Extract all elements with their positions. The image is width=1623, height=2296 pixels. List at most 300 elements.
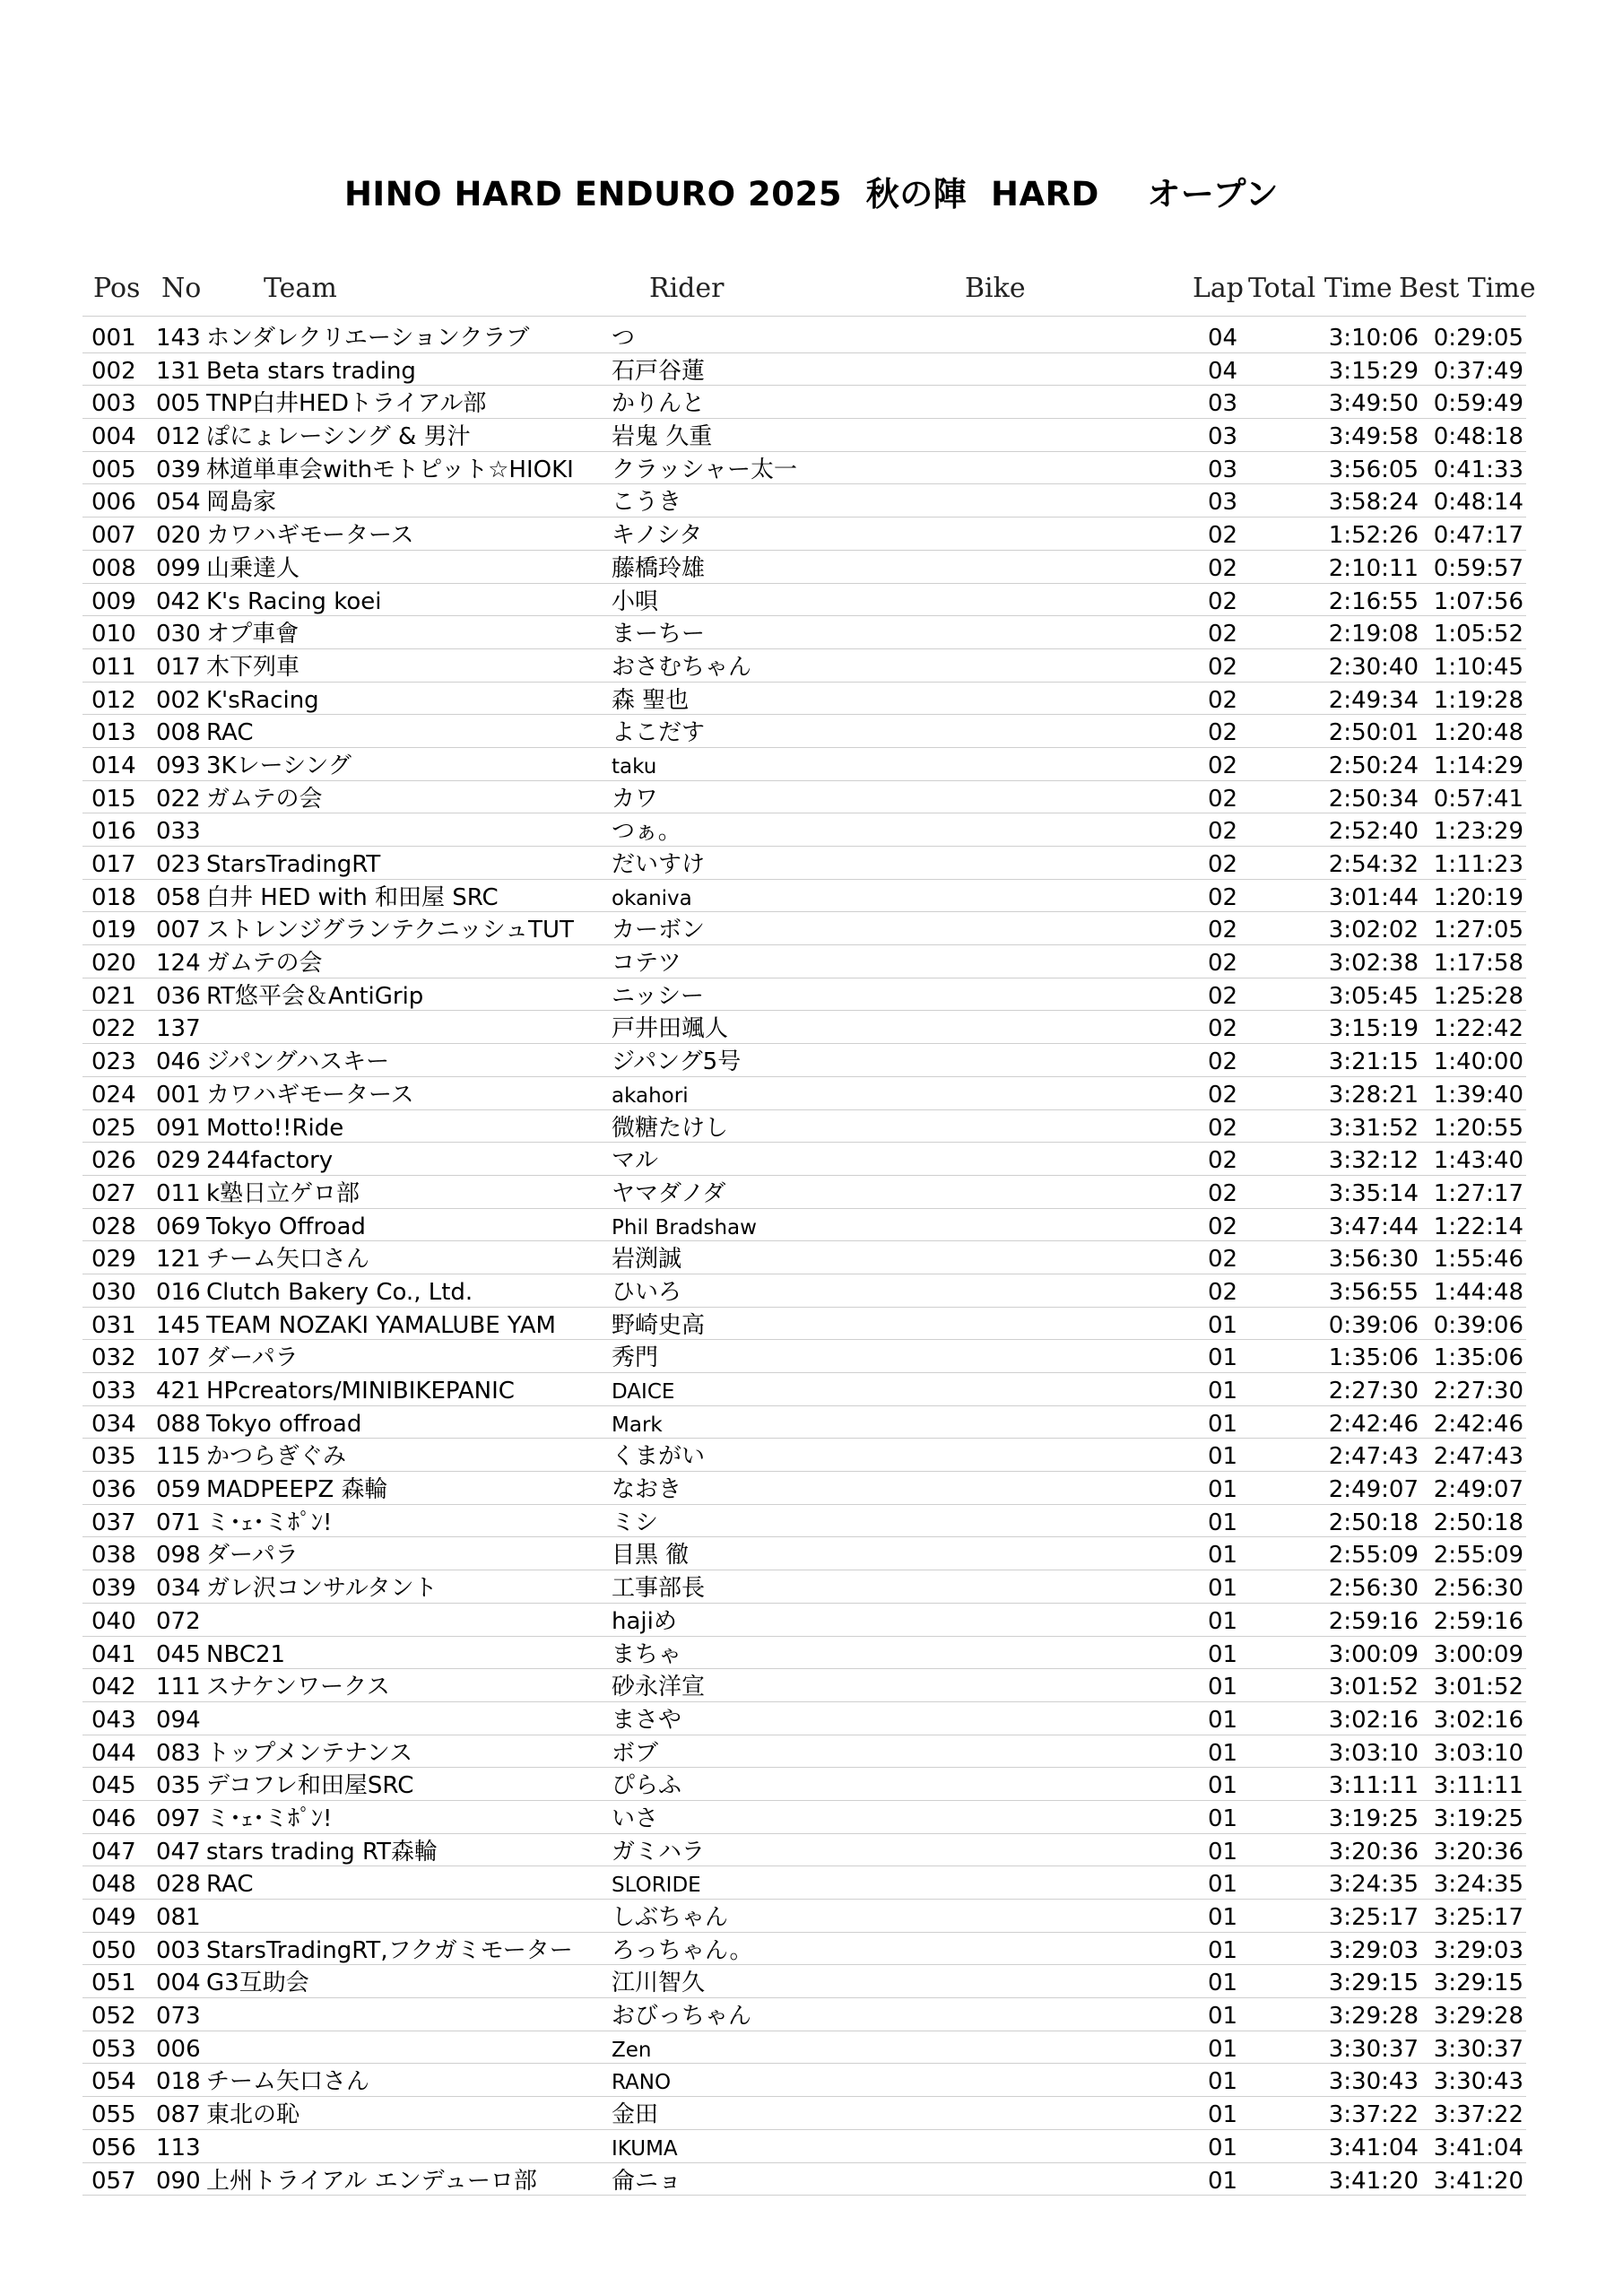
cell-pos: 018 [91, 883, 136, 911]
cell-total-time: 3:30:43 [1328, 2068, 1419, 2096]
cell-pos: 026 [91, 1147, 136, 1175]
table-row [82, 584, 1526, 617]
cell-total-time: 2:16:55 [1328, 587, 1419, 615]
cell-pos: 050 [91, 1936, 136, 1964]
cell-rider: RANO [612, 2071, 672, 2095]
cell-lap: 01 [1208, 1607, 1238, 1635]
cell-team: K'sRacing [206, 687, 319, 713]
cell-rider: 岩鬼 久重 [612, 423, 713, 451]
cell-total-time: 2:50:34 [1328, 785, 1419, 813]
cell-team: RT悠平会＆AntiGrip [206, 983, 424, 1009]
cell-best-time: 1:44:48 [1433, 1278, 1523, 1306]
cell-no: 001 [156, 1081, 201, 1109]
cell-team: 山乗達人 [206, 555, 300, 581]
cell-pos: 036 [91, 1476, 136, 1504]
table-row [82, 912, 1526, 945]
cell-best-time: 1:10:45 [1433, 653, 1523, 681]
cell-team: RAC [206, 720, 254, 746]
cell-rider: 金田 [612, 2101, 659, 2129]
table-row [82, 1308, 1526, 1341]
cell-total-time: 3:30:37 [1328, 2035, 1419, 2063]
table-row [82, 1340, 1526, 1373]
cell-team: Beta stars trading [206, 358, 416, 384]
cell-pos: 019 [91, 917, 136, 944]
cell-rider: 戸井田颯人 [612, 1015, 729, 1043]
cell-total-time: 2:50:24 [1328, 752, 1419, 779]
cell-total-time: 2:27:30 [1328, 1378, 1419, 1405]
cell-best-time: 0:47:17 [1433, 522, 1523, 550]
cell-team: 林道単車会withモトピット☆HIOKI [206, 457, 574, 483]
table-row [82, 1505, 1526, 1538]
cell-rider: 目黒 徹 [612, 1542, 690, 1570]
cell-best-time: 1:39:40 [1433, 1081, 1523, 1109]
cell-no: 030 [156, 621, 201, 648]
cell-lap: 02 [1208, 686, 1238, 714]
cell-rider: Phil Bradshaw [612, 1215, 757, 1239]
cell-best-time: 3:29:15 [1433, 1970, 1523, 1997]
cell-team: StarsTradingRT,フクガミモーター [206, 1937, 573, 1963]
cell-lap: 02 [1208, 1179, 1238, 1207]
cell-no: 008 [156, 719, 201, 747]
cell-rider: 野崎史高 [612, 1311, 706, 1339]
cell-total-time: 3:25:17 [1328, 1904, 1419, 1931]
cell-pos: 053 [91, 2035, 136, 2063]
table-row [82, 1900, 1526, 1933]
cell-rider: まちゃ [612, 1640, 682, 1668]
cell-rider: akahori [612, 1083, 689, 1108]
cell-pos: 041 [91, 1640, 136, 1668]
cell-lap: 02 [1208, 621, 1238, 648]
header-no: No [161, 273, 202, 304]
cell-rider: 石戸谷蓮 [612, 357, 706, 385]
cell-team: Tokyo offroad [206, 1411, 362, 1437]
table-row [82, 1669, 1526, 1702]
cell-best-time: 1:23:29 [1433, 818, 1523, 846]
cell-team: チーム矢口さん [206, 1247, 370, 1273]
table-row [82, 1768, 1526, 1801]
cell-pos: 012 [91, 686, 136, 714]
cell-no: 143 [156, 325, 201, 352]
header-bike: Bike [965, 273, 1026, 304]
table-row [82, 353, 1526, 387]
cell-no: 023 [156, 851, 201, 878]
cell-pos: 023 [91, 1048, 136, 1076]
cell-no: 131 [156, 357, 201, 385]
table-row [82, 1965, 1526, 1998]
cell-best-time: 1:19:28 [1433, 686, 1523, 714]
cell-team: HPcreators/MINIBIKEPANIC [206, 1378, 515, 1404]
cell-rider: Mark [612, 1413, 663, 1437]
cell-pos: 033 [91, 1378, 136, 1405]
table-row [82, 978, 1526, 1012]
cell-pos: 052 [91, 2003, 136, 2031]
table-row [82, 551, 1526, 584]
cell-lap: 01 [1208, 1674, 1238, 1701]
cell-total-time: 3:29:28 [1328, 2003, 1419, 2031]
cell-lap: 01 [1208, 1378, 1238, 1405]
cell-pos: 044 [91, 1739, 136, 1767]
cell-rider: 藤橋玲雄 [612, 554, 706, 582]
cell-rider: DAICE [612, 1380, 675, 1404]
cell-pos: 011 [91, 653, 136, 681]
cell-no: 042 [156, 587, 201, 615]
cell-no: 054 [156, 489, 201, 517]
cell-total-time: 3:03:10 [1328, 1739, 1419, 1767]
cell-rider: ガミハラ [612, 1838, 706, 1866]
cell-no: 003 [156, 1936, 201, 1964]
cell-rider: 岩渕誠 [612, 1246, 682, 1274]
cell-rider: 砂永洋宣 [612, 1674, 706, 1701]
cell-team: 白井 HED with 和田屋 SRC [206, 884, 499, 910]
header-divider [82, 316, 1526, 317]
cell-pos: 025 [91, 1114, 136, 1142]
cell-lap: 01 [1208, 1805, 1238, 1832]
cell-pos: 005 [91, 456, 136, 483]
cell-total-time: 2:50:01 [1328, 719, 1419, 747]
cell-rider: まさや [612, 1706, 682, 1734]
header-rider: Rider [649, 273, 725, 304]
cell-best-time: 1:22:42 [1433, 1015, 1523, 1043]
cell-total-time: 3:20:36 [1328, 1838, 1419, 1866]
cell-lap: 02 [1208, 1114, 1238, 1142]
table-row [82, 320, 1526, 353]
cell-lap: 02 [1208, 851, 1238, 878]
cell-rider: だいすけ [612, 851, 706, 878]
cell-rider: つぁ。 [612, 818, 681, 846]
cell-rider: ろっちゃん。 [612, 1936, 753, 1964]
cell-team: TEAM NOZAKI YAMALUBE YAM [206, 1312, 556, 1338]
cell-pos: 007 [91, 522, 136, 550]
cell-lap: 01 [1208, 2134, 1238, 2161]
cell-pos: 003 [91, 390, 136, 418]
cell-best-time: 0:39:06 [1433, 1311, 1523, 1339]
table-row [82, 781, 1526, 814]
cell-lap: 02 [1208, 1213, 1238, 1240]
cell-total-time: 3:00:09 [1328, 1640, 1419, 1668]
cell-team: StarsTradingRT [206, 852, 381, 877]
cell-pos: 051 [91, 1970, 136, 1997]
table-row [82, 715, 1526, 748]
table-row [82, 2097, 1526, 2130]
cell-lap: 01 [1208, 1443, 1238, 1471]
cell-total-time: 2:10:11 [1328, 554, 1419, 582]
cell-team: 東北の恥 [206, 2102, 300, 2128]
cell-rider: コテツ [612, 950, 681, 978]
cell-pos: 039 [91, 1575, 136, 1603]
cell-best-time: 3:30:37 [1433, 2035, 1523, 2063]
cell-best-time: 3:00:09 [1433, 1640, 1523, 1668]
cell-total-time: 3:31:52 [1328, 1114, 1419, 1142]
cell-lap: 01 [1208, 1970, 1238, 1997]
cell-lap: 02 [1208, 917, 1238, 944]
cell-lap: 02 [1208, 1015, 1238, 1043]
cell-total-time: 2:55:09 [1328, 1542, 1419, 1570]
cell-total-time: 2:30:40 [1328, 653, 1419, 681]
cell-lap: 01 [1208, 1904, 1238, 1931]
cell-total-time: 3:05:45 [1328, 982, 1419, 1010]
cell-best-time: 0:59:49 [1433, 390, 1523, 418]
cell-no: 002 [156, 686, 201, 714]
table-row [82, 880, 1526, 913]
cell-no: 005 [156, 390, 201, 418]
cell-no: 045 [156, 1640, 201, 1668]
cell-best-time: 0:48:14 [1433, 489, 1523, 517]
cell-no: 007 [156, 917, 201, 944]
cell-total-time: 3:56:55 [1328, 1278, 1419, 1306]
cell-rider: こうき [612, 489, 682, 517]
cell-rider: ジパング5号 [612, 1048, 742, 1076]
cell-team: Motto!!Ride [206, 1115, 344, 1141]
table-row [82, 1537, 1526, 1570]
cell-best-time: 3:11:11 [1433, 1772, 1523, 1800]
cell-no: 113 [156, 2134, 201, 2161]
cell-lap: 01 [1208, 1739, 1238, 1767]
table-row [82, 1110, 1526, 1144]
table-row [82, 1933, 1526, 1966]
cell-total-time: 3:32:12 [1328, 1147, 1419, 1175]
cell-team: ダーパラ [206, 1345, 299, 1371]
cell-best-time: 3:29:28 [1433, 2003, 1523, 2031]
table-row [82, 386, 1526, 419]
table-row [82, 813, 1526, 847]
cell-team: かつらぎぐみ [206, 1444, 347, 1470]
cell-total-time: 3:41:20 [1328, 2167, 1419, 2195]
cell-no: 018 [156, 2068, 201, 2096]
cell-pos: 002 [91, 357, 136, 385]
cell-no: 039 [156, 456, 201, 483]
cell-pos: 040 [91, 1607, 136, 1635]
cell-lap: 01 [1208, 1640, 1238, 1668]
cell-total-time: 3:02:16 [1328, 1706, 1419, 1734]
cell-total-time: 2:49:07 [1328, 1476, 1419, 1504]
cell-pos: 046 [91, 1805, 136, 1832]
cell-pos: 035 [91, 1443, 136, 1471]
cell-total-time: 3:56:30 [1328, 1246, 1419, 1274]
table-row [82, 1866, 1526, 1900]
cell-best-time: 1:07:56 [1433, 587, 1523, 615]
cell-best-time: 1:27:05 [1433, 917, 1523, 944]
cell-team: ミ･ｪ･ミﾎﾟﾝ! [206, 1509, 333, 1535]
cell-pos: 017 [91, 851, 136, 878]
cell-no: 087 [156, 2101, 201, 2129]
cell-no: 017 [156, 653, 201, 681]
cell-rider: ヤマダノダ [612, 1179, 726, 1207]
cell-pos: 029 [91, 1246, 136, 1274]
cell-total-time: 3:11:11 [1328, 1772, 1419, 1800]
cell-lap: 02 [1208, 554, 1238, 582]
cell-team: ホンダレクリエーションクラブ [206, 326, 530, 351]
table-row [82, 1801, 1526, 1834]
header-best-time: Best Time [1399, 273, 1536, 304]
cell-lap: 02 [1208, 522, 1238, 550]
cell-total-time: 3:21:15 [1328, 1048, 1419, 1076]
cell-lap: 01 [1208, 1311, 1238, 1339]
cell-total-time: 3:01:52 [1328, 1674, 1419, 1701]
table-row [82, 945, 1526, 978]
cell-pos: 047 [91, 1838, 136, 1866]
cell-best-time: 1:11:23 [1433, 851, 1523, 878]
cell-team: ガムテの会 [206, 951, 323, 977]
cell-team: Tokyo Offroad [206, 1213, 366, 1239]
cell-total-time: 2:50:18 [1328, 1509, 1419, 1536]
cell-team: ミ･ｪ･ミﾎﾟﾝ! [206, 1805, 333, 1831]
cell-lap: 01 [1208, 1936, 1238, 1964]
cell-best-time: 1:17:58 [1433, 950, 1523, 978]
cell-total-time: 3:28:21 [1328, 1081, 1419, 1109]
cell-no: 115 [156, 1443, 201, 1471]
cell-rider: 微糖たけし [612, 1114, 729, 1142]
cell-no: 020 [156, 522, 201, 550]
cell-best-time: 3:41:20 [1433, 2167, 1523, 2195]
cell-lap: 01 [1208, 1706, 1238, 1734]
cell-no: 059 [156, 1476, 201, 1504]
table-header [0, 269, 1623, 309]
cell-no: 069 [156, 1213, 201, 1240]
cell-lap: 03 [1208, 489, 1238, 517]
cell-best-time: 3:25:17 [1433, 1904, 1523, 1931]
cell-no: 034 [156, 1575, 201, 1603]
header-lap: Lap [1193, 273, 1245, 304]
table-row [82, 683, 1526, 716]
cell-best-time: 3:29:03 [1433, 1936, 1523, 1964]
cell-total-time: 3:37:22 [1328, 2101, 1419, 2129]
cell-best-time: 0:48:18 [1433, 423, 1523, 451]
cell-best-time: 1:22:14 [1433, 1213, 1523, 1240]
table-row [82, 1702, 1526, 1735]
cell-total-time: 3:49:50 [1328, 390, 1419, 418]
table-row [82, 847, 1526, 880]
cell-rider: 小唄 [612, 587, 659, 615]
cell-lap: 01 [1208, 1575, 1238, 1603]
cell-total-time: 2:54:32 [1328, 851, 1419, 878]
cell-best-time: 2:47:43 [1433, 1443, 1523, 1471]
table-row [82, 1274, 1526, 1308]
cell-no: 047 [156, 1838, 201, 1866]
cell-rider: SLORIDE [612, 1874, 701, 1898]
cell-lap: 02 [1208, 950, 1238, 978]
cell-best-time: 2:55:09 [1433, 1542, 1523, 1570]
cell-best-time: 1:35:06 [1433, 1344, 1523, 1372]
cell-no: 091 [156, 1114, 201, 1142]
table-row [82, 1406, 1526, 1439]
header-team: Team [264, 273, 337, 304]
cell-lap: 02 [1208, 653, 1238, 681]
cell-total-time: 1:35:06 [1328, 1344, 1419, 1372]
cell-no: 071 [156, 1509, 201, 1536]
table-row [82, 419, 1526, 452]
cell-no: 033 [156, 818, 201, 846]
cell-team: ストレンジグランテクニッシュTUT [206, 918, 574, 944]
cell-team: スナケンワークス [206, 1674, 390, 1700]
cell-team: デコフレ和田屋SRC [206, 1773, 414, 1799]
cell-rider: ぴらふ [612, 1772, 682, 1800]
cell-best-time: 3:03:10 [1433, 1739, 1523, 1767]
cell-best-time: 1:43:40 [1433, 1147, 1523, 1175]
cell-best-time: 3:02:16 [1433, 1706, 1523, 1734]
cell-best-time: 1:14:29 [1433, 752, 1523, 779]
cell-rider: おさむちゃん [612, 653, 752, 681]
cell-no: 081 [156, 1904, 201, 1931]
cell-no: 029 [156, 1147, 201, 1175]
cell-rider: かりんと [612, 390, 706, 418]
cell-no: 111 [156, 1674, 201, 1701]
cell-total-time: 3:41:04 [1328, 2134, 1419, 2161]
cell-rider: よこだす [612, 719, 706, 747]
cell-lap: 02 [1208, 719, 1238, 747]
cell-lap: 04 [1208, 357, 1238, 385]
cell-rider: ボブ [612, 1739, 659, 1767]
cell-best-time: 2:42:46 [1433, 1410, 1523, 1438]
results-table [0, 320, 1623, 2196]
cell-pos: 054 [91, 2068, 136, 2096]
table-row [82, 1011, 1526, 1044]
cell-pos: 006 [91, 489, 136, 517]
cell-total-time: 2:52:40 [1328, 818, 1419, 846]
cell-total-time: 3:15:19 [1328, 1015, 1419, 1043]
table-row [82, 1472, 1526, 1505]
cell-pos: 027 [91, 1179, 136, 1207]
cell-team: チーム矢口さん [206, 2069, 370, 2095]
cell-total-time: 2:49:34 [1328, 686, 1419, 714]
cell-lap: 03 [1208, 423, 1238, 451]
cell-lap: 01 [1208, 1871, 1238, 1899]
cell-no: 072 [156, 1607, 201, 1635]
cell-pos: 056 [91, 2134, 136, 2161]
cell-rider: ミシ [612, 1509, 659, 1536]
cell-lap: 01 [1208, 1509, 1238, 1536]
cell-best-time: 3:37:22 [1433, 2101, 1523, 2129]
cell-no: 090 [156, 2167, 201, 2195]
cell-rider: カワ [612, 785, 659, 813]
cell-lap: 01 [1208, 2003, 1238, 2031]
cell-pos: 034 [91, 1410, 136, 1438]
cell-team: ジパングハスキー [206, 1049, 390, 1075]
cell-rider: おびっちゃん [612, 2003, 752, 2031]
table-row [82, 748, 1526, 781]
table-row [82, 1604, 1526, 1637]
cell-total-time: 3:15:29 [1328, 357, 1419, 385]
cell-total-time: 3:19:25 [1328, 1805, 1419, 1832]
cell-pos: 028 [91, 1213, 136, 1240]
table-row [82, 1077, 1526, 1110]
cell-rider: まーちー [612, 621, 706, 648]
cell-lap: 01 [1208, 2035, 1238, 2063]
cell-rider: クラッシャー太一 [612, 456, 797, 483]
cell-pos: 055 [91, 2101, 136, 2129]
cell-pos: 022 [91, 1015, 136, 1043]
cell-pos: 037 [91, 1509, 136, 1536]
cell-total-time: 0:39:06 [1328, 1311, 1419, 1339]
cell-best-time: 2:27:30 [1433, 1378, 1523, 1405]
cell-no: 137 [156, 1015, 201, 1043]
cell-total-time: 3:24:35 [1328, 1871, 1419, 1899]
cell-pos: 057 [91, 2167, 136, 2195]
cell-no: 093 [156, 752, 201, 779]
cell-best-time: 2:49:07 [1433, 1476, 1523, 1504]
cell-no: 099 [156, 554, 201, 582]
cell-lap: 02 [1208, 1147, 1238, 1175]
table-row [82, 2130, 1526, 2163]
cell-lap: 01 [1208, 1344, 1238, 1372]
cell-pos: 030 [91, 1278, 136, 1306]
cell-total-time: 2:42:46 [1328, 1410, 1419, 1438]
cell-team: TNP白井HEDトライアル部 [206, 391, 487, 417]
cell-lap: 01 [1208, 1542, 1238, 1570]
cell-lap: 01 [1208, 2167, 1238, 2195]
cell-no: 046 [156, 1048, 201, 1076]
cell-pos: 021 [91, 982, 136, 1010]
cell-best-time: 2:56:30 [1433, 1575, 1523, 1603]
